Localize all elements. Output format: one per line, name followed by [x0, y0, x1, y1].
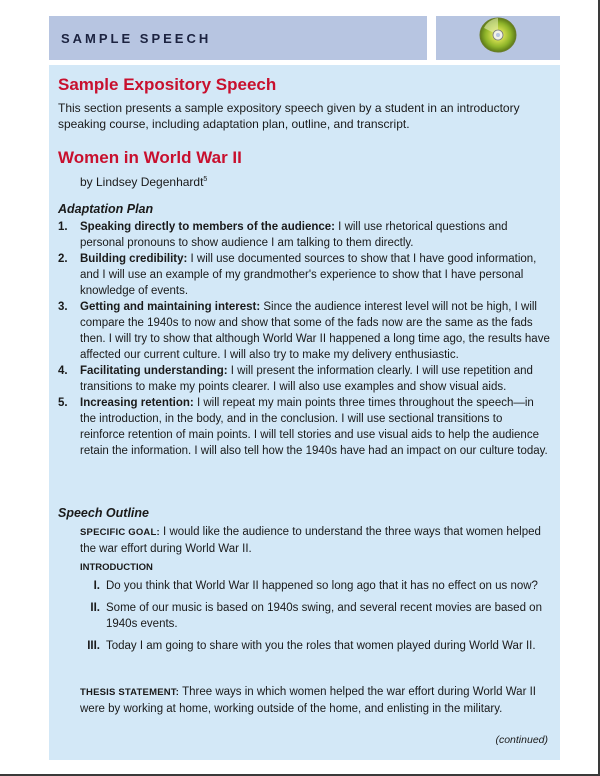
introduction-label: INTRODUCTION	[80, 562, 153, 573]
continued-note: (continued)	[495, 734, 548, 746]
speech-outline-heading: Speech Outline	[58, 506, 149, 520]
introduction-text: Some of our music is based on 1940s swing, and several recent movies are based on 1940s events.	[106, 602, 542, 630]
introduction-item	[80, 578, 550, 594]
roman-numeral: III.	[87, 640, 100, 652]
item-lead: Getting and maintaining interest:	[80, 301, 261, 313]
section-title: Sample Expository Speech	[58, 75, 277, 94]
item-text: I will repeat my main points three times throughout the speech—in the introduction, in the body, and in the conclusion. I will use sectional transitions to reinforce retention of main points. I will tell stories and use visual aids to help the audience retain the information. I will also tell how the 1940s have had an impact on our culture today.	[80, 397, 548, 457]
adaptation-item	[58, 299, 550, 363]
thesis-statement	[80, 684, 550, 717]
item-lead: Building credibility:	[80, 253, 188, 265]
byline	[80, 175, 207, 189]
header-bar	[49, 16, 427, 60]
header-title: SAMPLE SPEECH	[61, 30, 212, 46]
introduction-item	[80, 600, 550, 632]
specific-goal-label: SPECIFIC GOAL:	[80, 527, 160, 538]
roman-numeral: I.	[93, 580, 100, 592]
byline-text: by Lindsey Degenhardt	[80, 175, 204, 189]
item-text: I will use documented sources to show that I have good information, and I will use an example of my grandmother's experience to show that I have personal knowledge of events.	[80, 253, 537, 297]
footnote-mark: 5	[203, 176, 208, 183]
speech-title: Women in World War II	[58, 148, 242, 167]
adaptation-item	[58, 219, 550, 251]
introduction-text: Do you think that World War II happened so long ago that it has no effect on us now?	[106, 580, 538, 592]
adaptation-plan-heading: Adaptation Plan	[58, 202, 154, 216]
item-number: 4.	[58, 365, 68, 377]
adaptation-item	[58, 395, 550, 459]
cd-disc-icon	[476, 14, 520, 54]
item-lead: Increasing retention:	[80, 397, 194, 409]
adaptation-list	[58, 219, 550, 459]
item-text: I will use rhetorical questions and personal pronouns to show audience I am talking to them directly.	[80, 221, 508, 249]
adaptation-item	[58, 251, 550, 299]
introduction-list	[80, 578, 550, 660]
thesis-label: THESIS STATEMENT:	[80, 687, 180, 698]
specific-goal	[80, 524, 550, 557]
adaptation-item	[58, 363, 550, 395]
roman-numeral: II.	[90, 602, 100, 614]
introduction-text: Today I am going to share with you the roles that women played during World War II.	[106, 640, 536, 652]
introduction-item	[80, 638, 550, 654]
intro-paragraph: This section presents a sample expository speech given by a student in an introductory speaking course, including adaptation plan, outline, and transcript.	[58, 101, 520, 131]
item-number: 2.	[58, 253, 68, 265]
item-lead: Facilitating understanding:	[80, 365, 228, 377]
item-lead: Speaking directly to members of the audience:	[80, 221, 335, 233]
item-number: 3.	[58, 301, 68, 313]
item-number: 5.	[58, 397, 68, 409]
item-text: Since the audience interest level will not be high, I will compare the 1940s to now and show that some of the fads now are the same as the fads then. I will try to show that although World War II happened a long time ago, the results have affected our current culture. I will also try to make my delivery enthusiastic.	[80, 301, 550, 361]
specific-goal-text: I would like the audience to understand the three ways that women helped the war effort during World War II.	[80, 526, 541, 555]
item-number: 1.	[58, 221, 68, 233]
item-text: I will present the information clearly. I will use repetition and transitions to make my points clearer. I will also use examples and show visual aids.	[80, 365, 533, 393]
thesis-text: Three ways in which women helped the war effort during World War II were by working at home, working outside of the home, and enlisting in the military.	[80, 686, 536, 715]
